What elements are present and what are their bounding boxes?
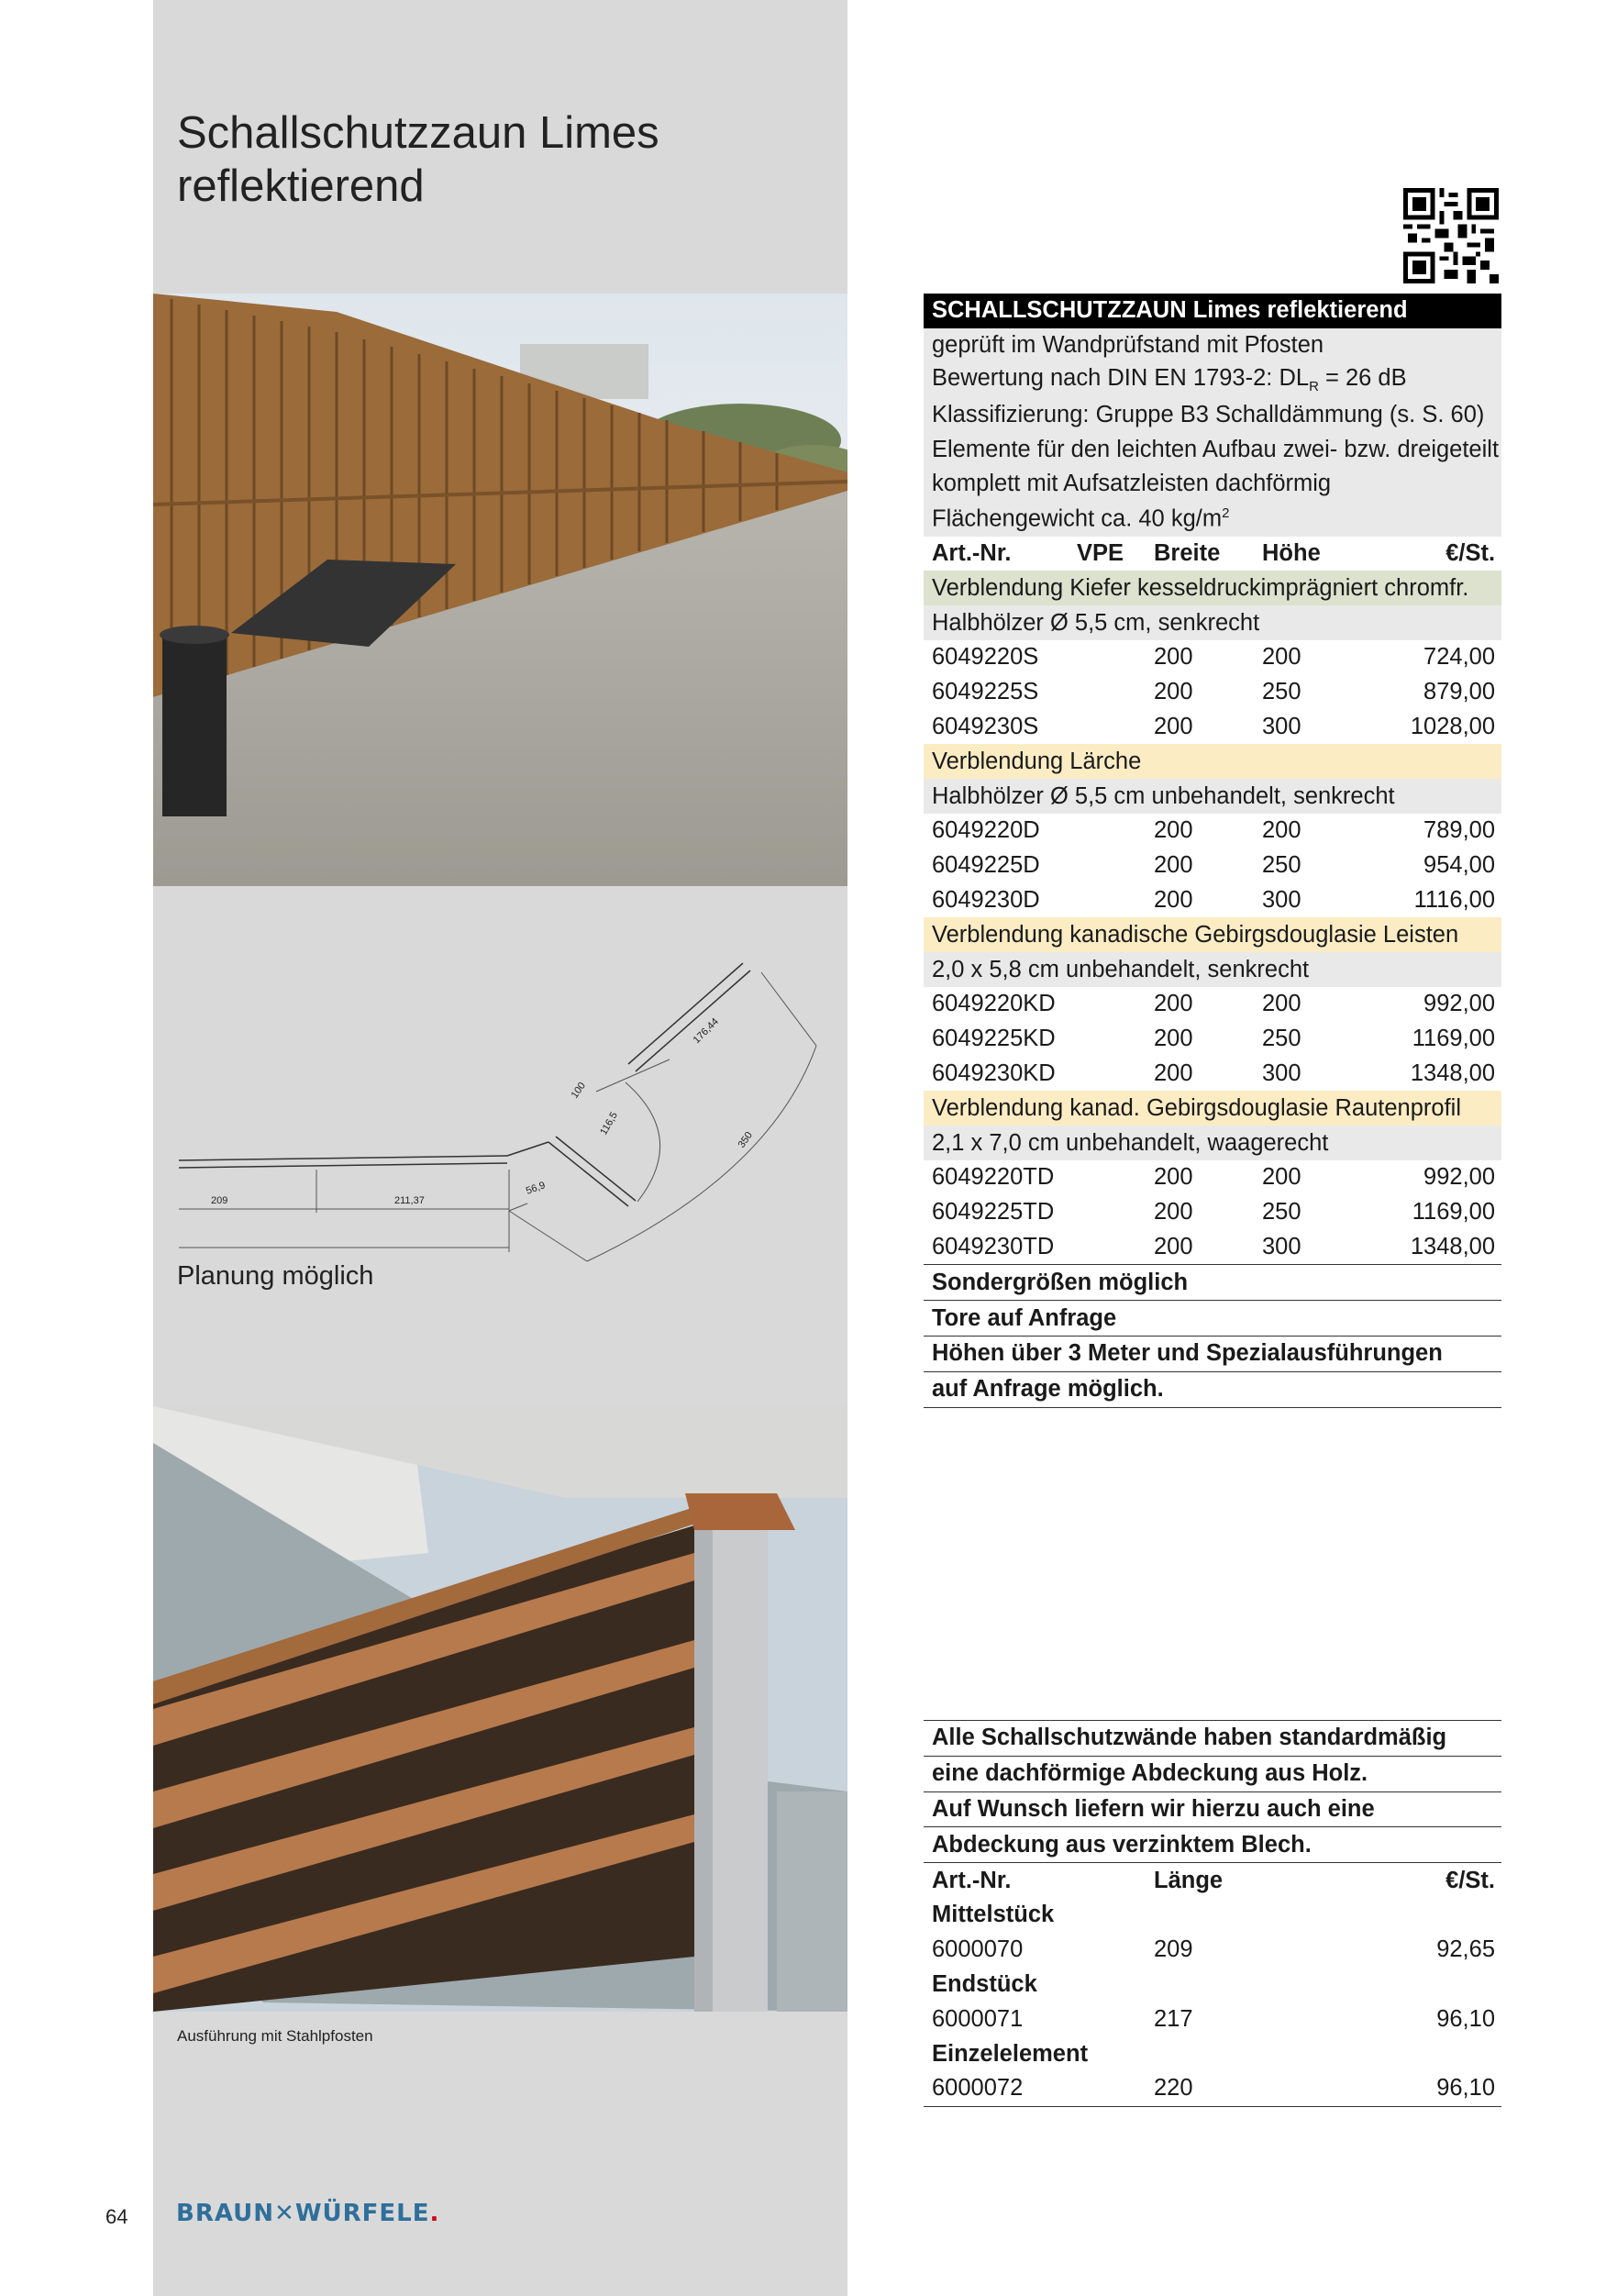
group-title: Verblendung Lärche: [924, 744, 1501, 779]
brand-logo: [176, 2200, 439, 2227]
table-row: 6049230S 200 300 1028,00: [924, 710, 1501, 745]
dim-label-211-37: 211,37: [394, 1195, 425, 1206]
table-row: 6049230D 200 300 1116,00: [924, 883, 1501, 918]
group-title: Verblendung kanadische Gebirgsdouglasie Leisten: [924, 917, 1501, 952]
page-title: [177, 106, 819, 213]
description-line: Flächengewicht ca. 40 $kg/m^2$: [924, 502, 1501, 537]
cover-table: [924, 1720, 1501, 2107]
table-row: 6049230TD 200 300 1348,00: [924, 1230, 1501, 1265]
note-line: auf Anfrage möglich.: [924, 1371, 1501, 1407]
cover-intro-line: Auf Wunsch liefern wir hierzu auch eine: [924, 1791, 1501, 1827]
fence-photo: [153, 294, 847, 886]
description-line: Bewertung nach DIN EN 1793-2: $DL_R = 26$ dB: [924, 363, 1501, 398]
col-hoehe: Höhe: [1254, 537, 1362, 571]
group-subtitle: 2,1 x 7,0 cm unbehandelt, waagerecht: [924, 1126, 1501, 1160]
photo-caption: Ausführung mit Stahlpfosten: [177, 2027, 373, 2045]
page-title-line2: reflektierend: [177, 161, 425, 211]
logo-x-icon: ✕: [274, 2200, 295, 2227]
col-vpe: VPE: [1069, 537, 1146, 571]
planning-diagram: [174, 936, 835, 1275]
page-title-line1: Schallschutzzaun Limes: [177, 108, 659, 158]
group-subtitle: 2,0 x 5,8 cm unbehandelt, senkrecht: [924, 952, 1501, 987]
dim-label-209: 209: [211, 1195, 228, 1206]
cover-intro-line: Alle Schallschutzwände haben standardmäßig: [924, 1721, 1501, 1757]
group-title: Verblendung kanad. Gebirgsdouglasie Rautenprofil: [924, 1091, 1501, 1126]
dim-label-100: 100: [569, 1080, 588, 1101]
logo-dot: .: [429, 2200, 440, 2227]
col-price: €/St.: [1362, 1863, 1501, 1898]
table-row: 6049220D 200 200 789,00: [924, 814, 1501, 849]
col-price: €/St.: [1362, 537, 1501, 571]
col-art-nr: Art.-Nr.: [924, 537, 1069, 571]
dim-label-176-44: 176,44: [691, 1015, 721, 1047]
cover-item-name: Endstück: [924, 1968, 1501, 2002]
table-row: 6049230KD 200 300 1348,00: [924, 1057, 1501, 1092]
header-bold: SCHALLSCHUTZZAUN: [932, 297, 1187, 324]
column-headers: [924, 537, 1501, 571]
table-row: 6000071 217 96,10: [924, 2002, 1501, 2036]
cover-intro-line: eine dachförmige Abdeckung aus Holz.: [924, 1756, 1501, 1791]
col-art-nr: Art.-Nr.: [924, 1863, 1146, 1898]
cover-item-name: Einzelelement: [924, 2036, 1501, 2071]
description-line: komplett mit Aufsatzleisten dachförmig: [924, 467, 1501, 502]
table-row: 6049225TD 200 250 1169,00: [924, 1195, 1501, 1230]
dim-label-350: 350: [736, 1129, 755, 1150]
col-laenge: Länge: [1146, 1863, 1362, 1898]
cover-column-headers: [924, 1863, 1501, 1898]
table-row: 6000070 209 92,65: [924, 1933, 1501, 1968]
qr-code-icon[interactable]: [1403, 188, 1499, 283]
note-line: Tore auf Anfrage: [924, 1301, 1501, 1337]
dim-label-56-9: 56,9: [524, 1180, 548, 1197]
table-row: 6049220KD 200 200 992,00: [924, 987, 1501, 1022]
group-title: Verblendung Kiefer kesseldruckimprägniert chromfr.: [924, 571, 1501, 605]
description-line: Elemente für den leichten Aufbau zwei- bzw. dreigeteilt: [924, 432, 1501, 467]
table-row: 6049220S 200 200 724,00: [924, 640, 1501, 675]
note-line: Sondergrößen möglich: [924, 1265, 1501, 1301]
planning-caption: Planung möglich: [177, 1261, 374, 1291]
group-subtitle: Halbhölzer Ø 5,5 cm unbehandelt, senkrecht: [924, 779, 1501, 814]
logo-right: WÜRFELE: [294, 2200, 430, 2227]
cover-item-name: Mittelstück: [924, 1898, 1501, 1933]
note-line: Höhen über 3 Meter und Spezialausführungen: [924, 1336, 1501, 1371]
table-row: 6000072 220 96,10: [924, 2071, 1501, 2106]
wall-photo: [153, 1406, 847, 2012]
table-row: 6049225KD 200 250 1169,00: [924, 1022, 1501, 1057]
description-line: geprüft im Wandprüfstand mit Pfosten: [924, 328, 1501, 363]
dim-label-116-5: 116,5: [598, 1110, 620, 1137]
table-row: 6049225S 200 250 879,00: [924, 675, 1501, 710]
cover-intro-line: Abdeckung aus verzinktem Blech.: [924, 1827, 1501, 1863]
page-number: 64: [105, 2205, 128, 2228]
group-subtitle: Halbhölzer Ø 5,5 cm, senkrecht: [924, 605, 1501, 640]
header-rest: Limes reflektierend: [1186, 297, 1408, 324]
table-row: 6049220TD 200 200 992,00: [924, 1160, 1501, 1195]
product-table: [924, 294, 1501, 1408]
logo-left: BRAUN: [176, 2200, 275, 2227]
table-row: 6049225D 200 250 954,00: [924, 849, 1501, 883]
col-breite: Breite: [1146, 537, 1254, 571]
product-table-header: [924, 294, 1501, 328]
description-line: Klassifizierung: Gruppe B3 Schalldämmung (s. S. 60): [924, 397, 1501, 432]
